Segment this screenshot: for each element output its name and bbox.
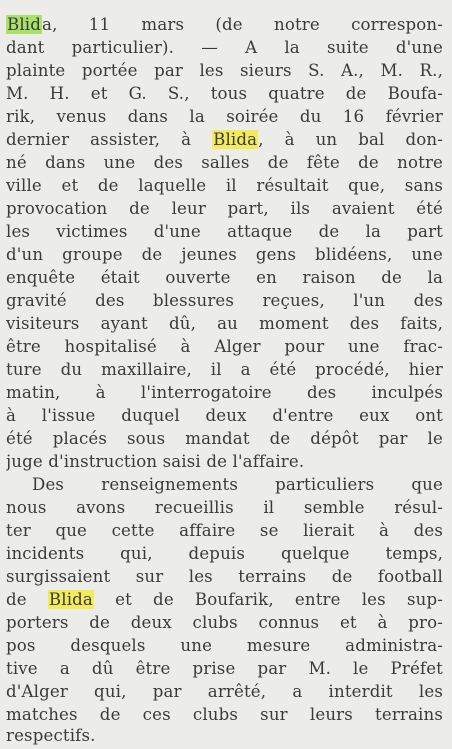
article-line: être hospitalisé à Alger pour une frac- [6, 337, 443, 356]
article-line: ture du maxillaire, il a été procédé, hier [6, 360, 443, 379]
article-line: né dans une des salles de fête de notre [6, 153, 443, 172]
article-line: ter que cette affaire se lierait à des [6, 521, 443, 540]
search-highlight: Blida [48, 590, 93, 609]
article-line: été placés sous mandat de dépôt par le [6, 429, 443, 448]
article-line: porters de deux clubs connus et à pro- [6, 613, 443, 632]
article-line: enquête était ouverte en raison de la [6, 268, 443, 287]
article-line: à l'issue duquel deux d'entre eux ont [6, 406, 443, 425]
search-highlight: Blid [7, 15, 42, 34]
article-line: gravité des blessures reçues, l'un des [6, 291, 443, 310]
article-line: nous avons recueillis il semble résul- [6, 498, 443, 517]
article-line: surgissaient sur les terrains de football [6, 567, 443, 586]
article-line: dant particulier). — A la suite d'une [6, 38, 443, 57]
article-line: pos desquels une mesure administra- [6, 636, 443, 655]
article-line: les victimes d'une attaque de la part [6, 222, 443, 241]
article-line: d'un groupe de jeunes gens blidéens, une [6, 245, 443, 264]
article-line: Blida, 11 mars (de notre correspon- [7, 15, 443, 34]
article-line: dernier assister, à Blida, à un bal don- [6, 130, 443, 149]
article-line: matches de ces clubs sur leurs terrains [6, 705, 443, 724]
article-line: visiteurs ayant dû, au moment des faits, [6, 314, 443, 333]
article-line: Des renseignements particuliers que [32, 475, 443, 494]
article-line: ville et de laquelle il résultait que, sans [6, 176, 443, 195]
article-line: incidents qui, depuis quelque temps, [6, 544, 443, 563]
article-line: d'Alger qui, par arrêté, a interdit les [6, 682, 443, 701]
article-line: provocation de leur part, ils avaient été [6, 199, 443, 218]
article-line: tive a dû être prise par M. le Préfet [6, 659, 443, 678]
article-line: respectifs. [6, 726, 96, 745]
article-line: plainte portée par les sieurs S. A., M. R., [6, 61, 443, 80]
article-line: M. H. et G. S., tous quatre de Boufa- [6, 84, 443, 103]
article-line: matin, à l'interrogatoire des inculpés [6, 383, 443, 402]
search-highlight: Blida [213, 130, 258, 149]
article-line: de Blida et de Boufarik, entre les sup- [6, 590, 443, 609]
article-line: juge d'instruction saisi de l'affaire. [6, 452, 305, 471]
article-line: rik, venus dans la soirée du 16 février [6, 107, 443, 126]
